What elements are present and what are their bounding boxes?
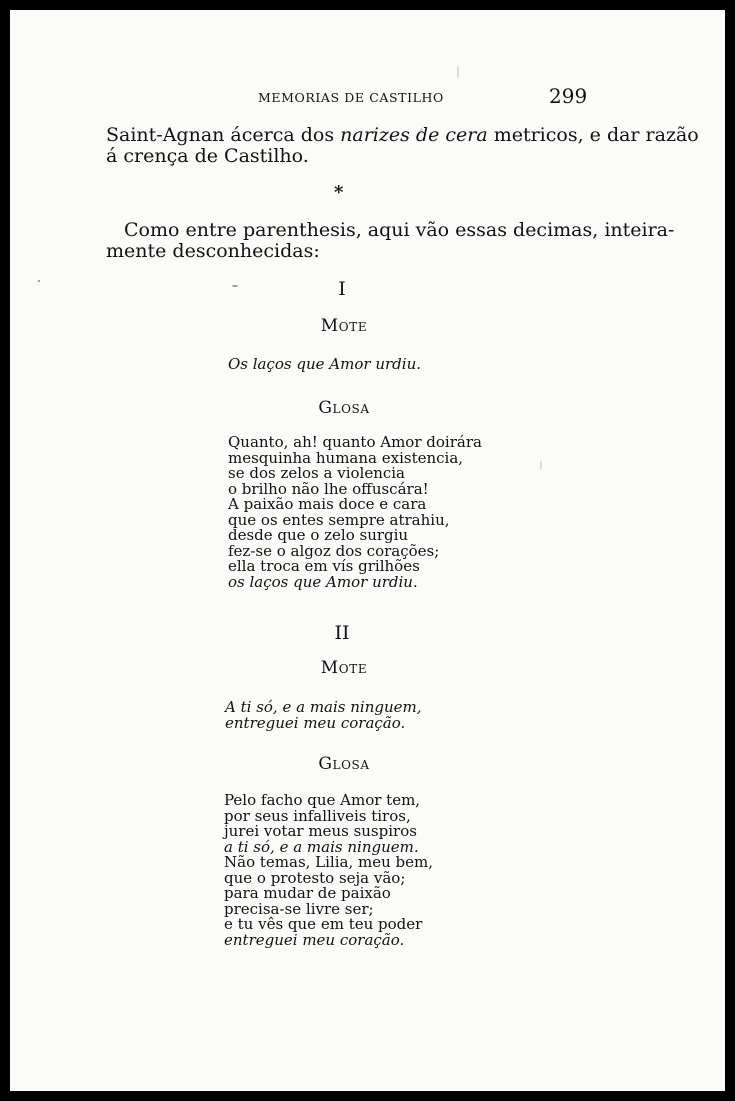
intro-line-1-end: metricos, e dar razão [487, 124, 699, 146]
mote-line: Os laços que Amor urdiu. [228, 355, 421, 373]
paper-speck [38, 280, 40, 282]
verse-line: Quanto, ah! quanto Amor doirára [228, 433, 482, 451]
intro-line-1-start: Saint-Agnan ácerca dos [106, 124, 341, 146]
poem2-mote-heading: Mote [320, 658, 368, 678]
verse-line: Não temas, Lilia, meu bem, [224, 853, 434, 871]
verse-line: para mudar de paixão [224, 884, 391, 902]
intro-italic-phrase: narizes de cera [340, 124, 488, 146]
verse-line: o brilho não lhe offuscára! [228, 479, 429, 498]
poem2-glosa-heading: Glosa [318, 754, 370, 774]
verse-line: os laços que Amor urdiu. [228, 572, 418, 591]
verse-line: ella troca em vís grilhões [228, 557, 420, 575]
verse-line: A paixão mais doce e cara [228, 495, 427, 513]
mote-line: A ti só, e a mais ninguem, [225, 698, 422, 716]
poem1-mote [228, 357, 421, 373]
verse-line: que os entes sempre atrahiu, [228, 510, 450, 529]
poem1-glosa [228, 435, 482, 590]
poem1-numeral: I [338, 278, 346, 300]
paper-speck [457, 65, 459, 79]
book-page [10, 10, 725, 1091]
page-number: 299 [549, 84, 588, 108]
intro-line-1 [106, 125, 699, 146]
intro-line-2: á crença de Castilho. [106, 145, 309, 167]
verse-line: fez-se o algoz dos corações; [228, 541, 440, 560]
lead-line-2: mente desconhecidas: [106, 240, 320, 262]
verse-line: mesquinha humana existencia, [228, 448, 464, 467]
paper-speck [232, 285, 238, 287]
poem2-numeral: II [334, 622, 350, 644]
section-separator: * [334, 182, 344, 203]
verse-line: e tu vês que em teu poder [224, 915, 423, 933]
mote-line: entreguei meu coração. [225, 713, 406, 732]
poem1-glosa-heading: Glosa [318, 398, 370, 418]
verse-line: por seus infalliveis tiros, [224, 806, 411, 825]
verse-line: precisa-se livre ser; [224, 899, 374, 918]
paper-speck [540, 460, 542, 470]
lead-line-1: Como entre parenthesis, aqui vão essas decimas, inteira- [124, 219, 675, 241]
verse-line: a ti só, e a mais ninguem. [224, 837, 419, 856]
verse-line: que o protesto seja vão; [224, 868, 406, 887]
verse-line: entreguei meu coração. [224, 930, 405, 949]
verse-line: jurei votar meus suspiros [224, 822, 417, 840]
running-title: MEMORIAS DE CASTILHO [258, 90, 444, 105]
verse-line: se dos zelos a violencia [228, 464, 406, 482]
poem2-mote [225, 700, 422, 731]
poem2-glosa [224, 793, 433, 948]
verse-line: desde que o zelo surgiu [228, 526, 409, 544]
verse-line: Pelo facho que Amor tem, [224, 791, 421, 809]
poem1-mote-heading: Mote [320, 316, 368, 336]
